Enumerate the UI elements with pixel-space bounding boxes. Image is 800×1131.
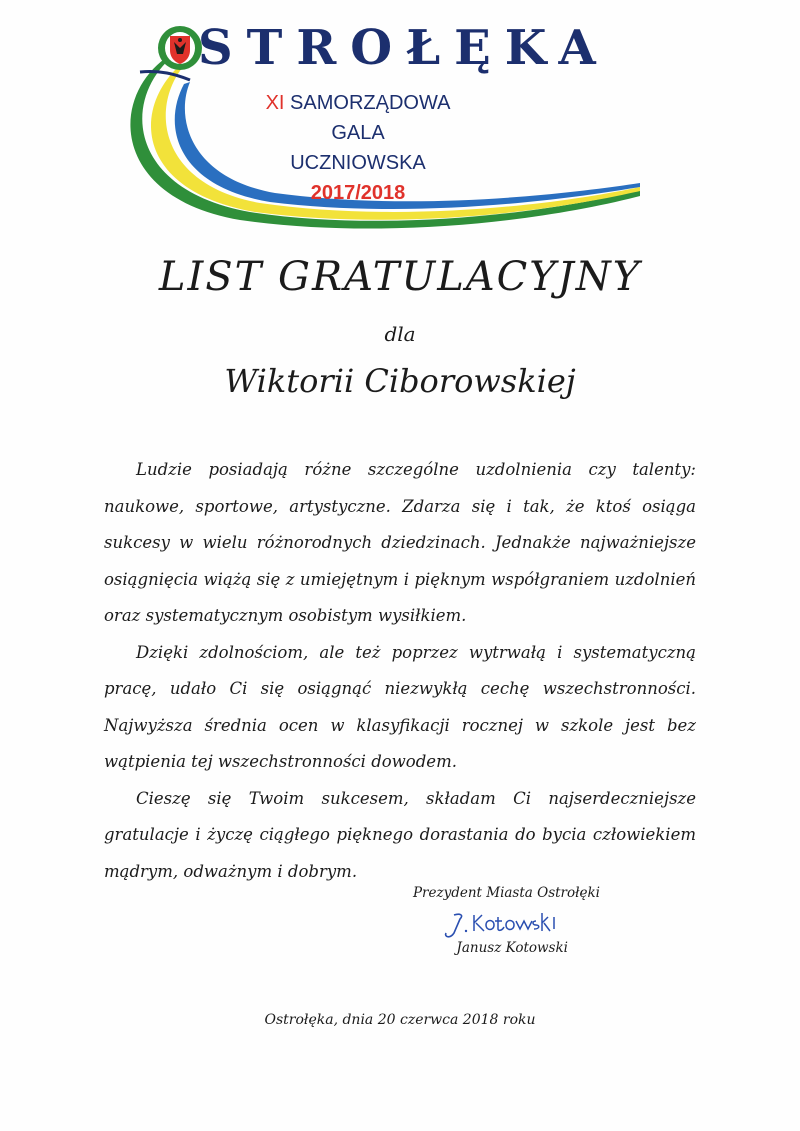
gala-year: 2017/2018 bbox=[310, 182, 406, 204]
recipient-name: Wiktorii Ciborowskiej bbox=[224, 362, 576, 400]
gala-line-2: GALA bbox=[331, 122, 385, 144]
paragraph-3: Cieszę się Twoim sukcesem, składam Ci najserdeczniejsze gratulacje i życzę ciągłego pięknego dorastania do bycia człowiekiem mądrym, odważnym i dobrym. bbox=[104, 788, 696, 881]
gala-caption bbox=[248, 88, 468, 208]
place-and-date: Ostrołęka, dnia 20 czerwca 2018 roku bbox=[264, 1012, 536, 1028]
paragraph-1: Ludzie posiadają różne szczególne uzdolnienia czy talenty: naukowe, sportowe, artystyczne. Zdarza się i tak, że ktoś osiąga sukcesy w wielu różnorodnych dziedzinach. Jednakże najważniejsze osiągnięcia wiążą się z umiejętnym i pięknym współgraniem uzdolnień oraz systematycznym osobistym wysiłkiem. bbox=[104, 460, 696, 625]
signature-block bbox=[400, 885, 600, 965]
signatory-name: Janusz Kotowski bbox=[456, 940, 568, 956]
gala-line-3: UCZNIOWSKA bbox=[290, 152, 426, 174]
city-name-text: STROŁĘKA bbox=[198, 20, 610, 76]
gala-line-1: SAMORZĄDOWA bbox=[290, 92, 451, 114]
letter-body bbox=[104, 452, 696, 890]
certificate-title: LIST GRATULACYJNY bbox=[158, 254, 642, 300]
paragraph-2: Dzięki zdolnościom, ale też poprzez wytrwałą i systematyczną pracę, udało Ci się osiągnąć niezwykłą cechę wszechstronności. Najwyższa średnia ocen w klasyfikacji rocznej w szkole jest bez wątpienia tej wszechstronności dowodem. bbox=[104, 642, 696, 771]
signatory-role: Prezydent Miasta Ostrołęki bbox=[412, 885, 600, 901]
gala-edition: XI bbox=[265, 92, 285, 114]
gala-logo bbox=[0, 0, 800, 240]
for-word: dla bbox=[384, 322, 416, 346]
handwritten-signature bbox=[440, 907, 560, 943]
